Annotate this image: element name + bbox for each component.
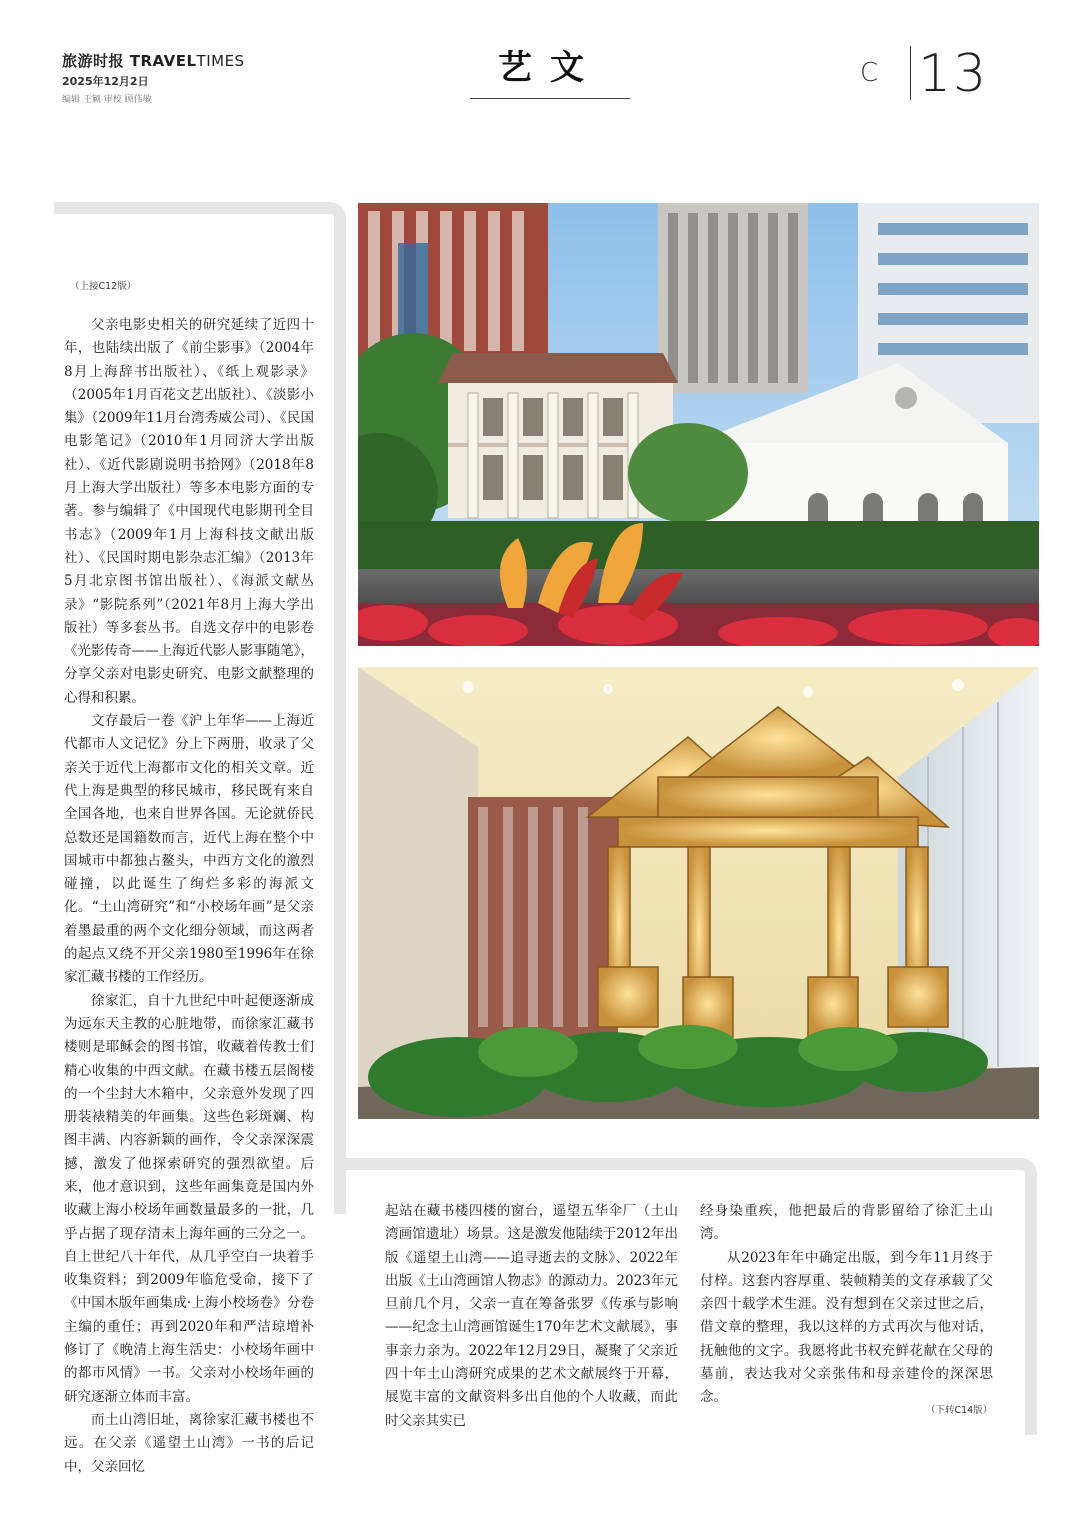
paper-name-en-light: TIMES bbox=[196, 52, 245, 70]
article-paragraph: 起站在藏书楼四楼的窗台，遥望五华伞厂（土山湾画馆遗址）场景。这是激发他陆续于2012年出版《遥望土山湾——追寻逝去的文脉》、2022年出版《土山湾画馆人物志》的源动力。2023年元旦前几个月，父亲一直在筹备张罗《传承与影响——纪念土山湾画馆诞生170年艺术文献展》，事事亲力亲为。2022年12月29日，凝聚了父亲近四十年土山湾研究成果的艺术文献展终于开幕，展览丰富的文献资料多出自他的个人收藏，而此时父亲其实已 bbox=[385, 1203, 678, 1429]
article-paragraph: 从2023年年中确定出版，到今年11月终于付梓。这套内容厚重、装帧精美的文存承载了父亲四十载学术生涯。没有想到在父亲过世之后，借文章的整理，我以这样的方式再次与他对话，抚触他的文字。我愿将此书权充鲜花献在父母的墓前，表达我对父亲张伟和母亲建伶的深深思念。 bbox=[700, 1249, 993, 1406]
article-column-1 bbox=[64, 314, 314, 1479]
publication-masthead bbox=[62, 50, 245, 105]
article-paragraph: 经身染重疾，他把最后的背影留给了徐汇土山湾。 bbox=[700, 1203, 993, 1243]
paper-name bbox=[62, 50, 245, 71]
page-code: C bbox=[860, 58, 885, 88]
article-column-3 bbox=[700, 1200, 993, 1410]
article-paragraph: 徐家汇，自十九世纪中叶起便逐渐成为远东天主教的心脏地带，而徐家汇藏书楼则是耶稣会的图书馆，收藏着传教士们精心收集的中西文献。在藏书楼五层阁楼的一个尘封大木箱中，父亲意外发现了四册装裱精美的年画集。这些色彩斑斓、构图丰满、内容新颖的画作，令父亲深深震撼，激发了他探索研究的强烈欲望。后来，他才意识到，这些年画集竟是国内外收藏上海小校场年画数量最多的一批，几乎占据了现存清末上海年画的三分之一。自上世纪八十年代，从几乎空白一块着手收集资料；到2009年临危受命，接下了《中国木版年画集成·上海小校场卷》分卷主编的重任；再到2020年和严洁琼增补修订了《晚清上海生活史：小校场年画中的都市风情》一书。父亲对小校场年画的研究逐渐立体而丰富。 bbox=[64, 992, 314, 1405]
photo-wooden-archway bbox=[358, 667, 1039, 1119]
paper-name-cn: 旅游时报 bbox=[62, 52, 125, 70]
page-number-divider bbox=[910, 46, 911, 100]
page-number: 13 bbox=[918, 44, 989, 104]
article-paragraph: 父亲电影史相关的研究延续了近四十年，也陆续出版了《前尘影事》（2004年8月上海辞书出版社）、《纸上观影录》（2005年1月百花文艺出版社）、《淡影小集》（2009年11月台湾秀威公司）、《民国电影笔记》（2010年1月同济大学出版社）、《近代影剧说明书拾网》（2018年8月上海大学出版社）等多本电影方面的专著。参与编辑了《中国现代电影期刊全目书志》（2009年1月上海科技文献出版社）、《民国时期电影杂志汇编》（2013年5月北京图书馆出版社）、《海派文献丛录》“影院系列”（2021年8月上海大学出版社）等多套丛书。自选文存中的电影卷《光影传奇——上海近代影人影事随笔》，分享父亲对电影史研究、电影文献整理的心得和积累。 bbox=[64, 317, 314, 706]
issue-date: 2025年12月2日 bbox=[62, 75, 149, 88]
article-paragraph: 而土山湾旧址，离徐家汇藏书楼也不远。在父亲《遥望土山湾》一书的后记中，父亲回忆 bbox=[64, 1411, 314, 1475]
paper-name-en-bold: TRAVEL bbox=[129, 52, 197, 70]
continued-from-note: （上接C12版） bbox=[70, 281, 137, 292]
article-column-2 bbox=[385, 1200, 678, 1433]
photo-historic-buildings-illustration bbox=[358, 203, 1039, 646]
photo-historic-buildings bbox=[358, 203, 1039, 646]
section-title: 艺文 bbox=[470, 42, 630, 99]
editor-credits: 编辑 王颖 审校 顾伟敏 bbox=[62, 95, 152, 105]
continued-to-note: （下转C14版） bbox=[926, 1405, 993, 1416]
photo-wooden-archway-illustration bbox=[358, 667, 1039, 1119]
article-paragraph: 文存最后一卷《沪上年华——上海近代都市人文记忆》分上下两册，收录了父亲关于近代上海都市文化的相关文章。近代上海是典型的移民城市，移民既有来自全国各地，也来自世界各国。无论就侨民总数还是国籍数而言，近代上海在整个中国城市中都独占鳌头，中西方文化的激烈碰撞，以此诞生了绚烂多彩的海派文化。“土山湾研究”和“小校场年画”是父亲着墨最重的两个文化细分领域，而这两者的起点又绕不开父亲1980至1996年在徐家汇藏书楼的工作经历。 bbox=[64, 713, 314, 986]
